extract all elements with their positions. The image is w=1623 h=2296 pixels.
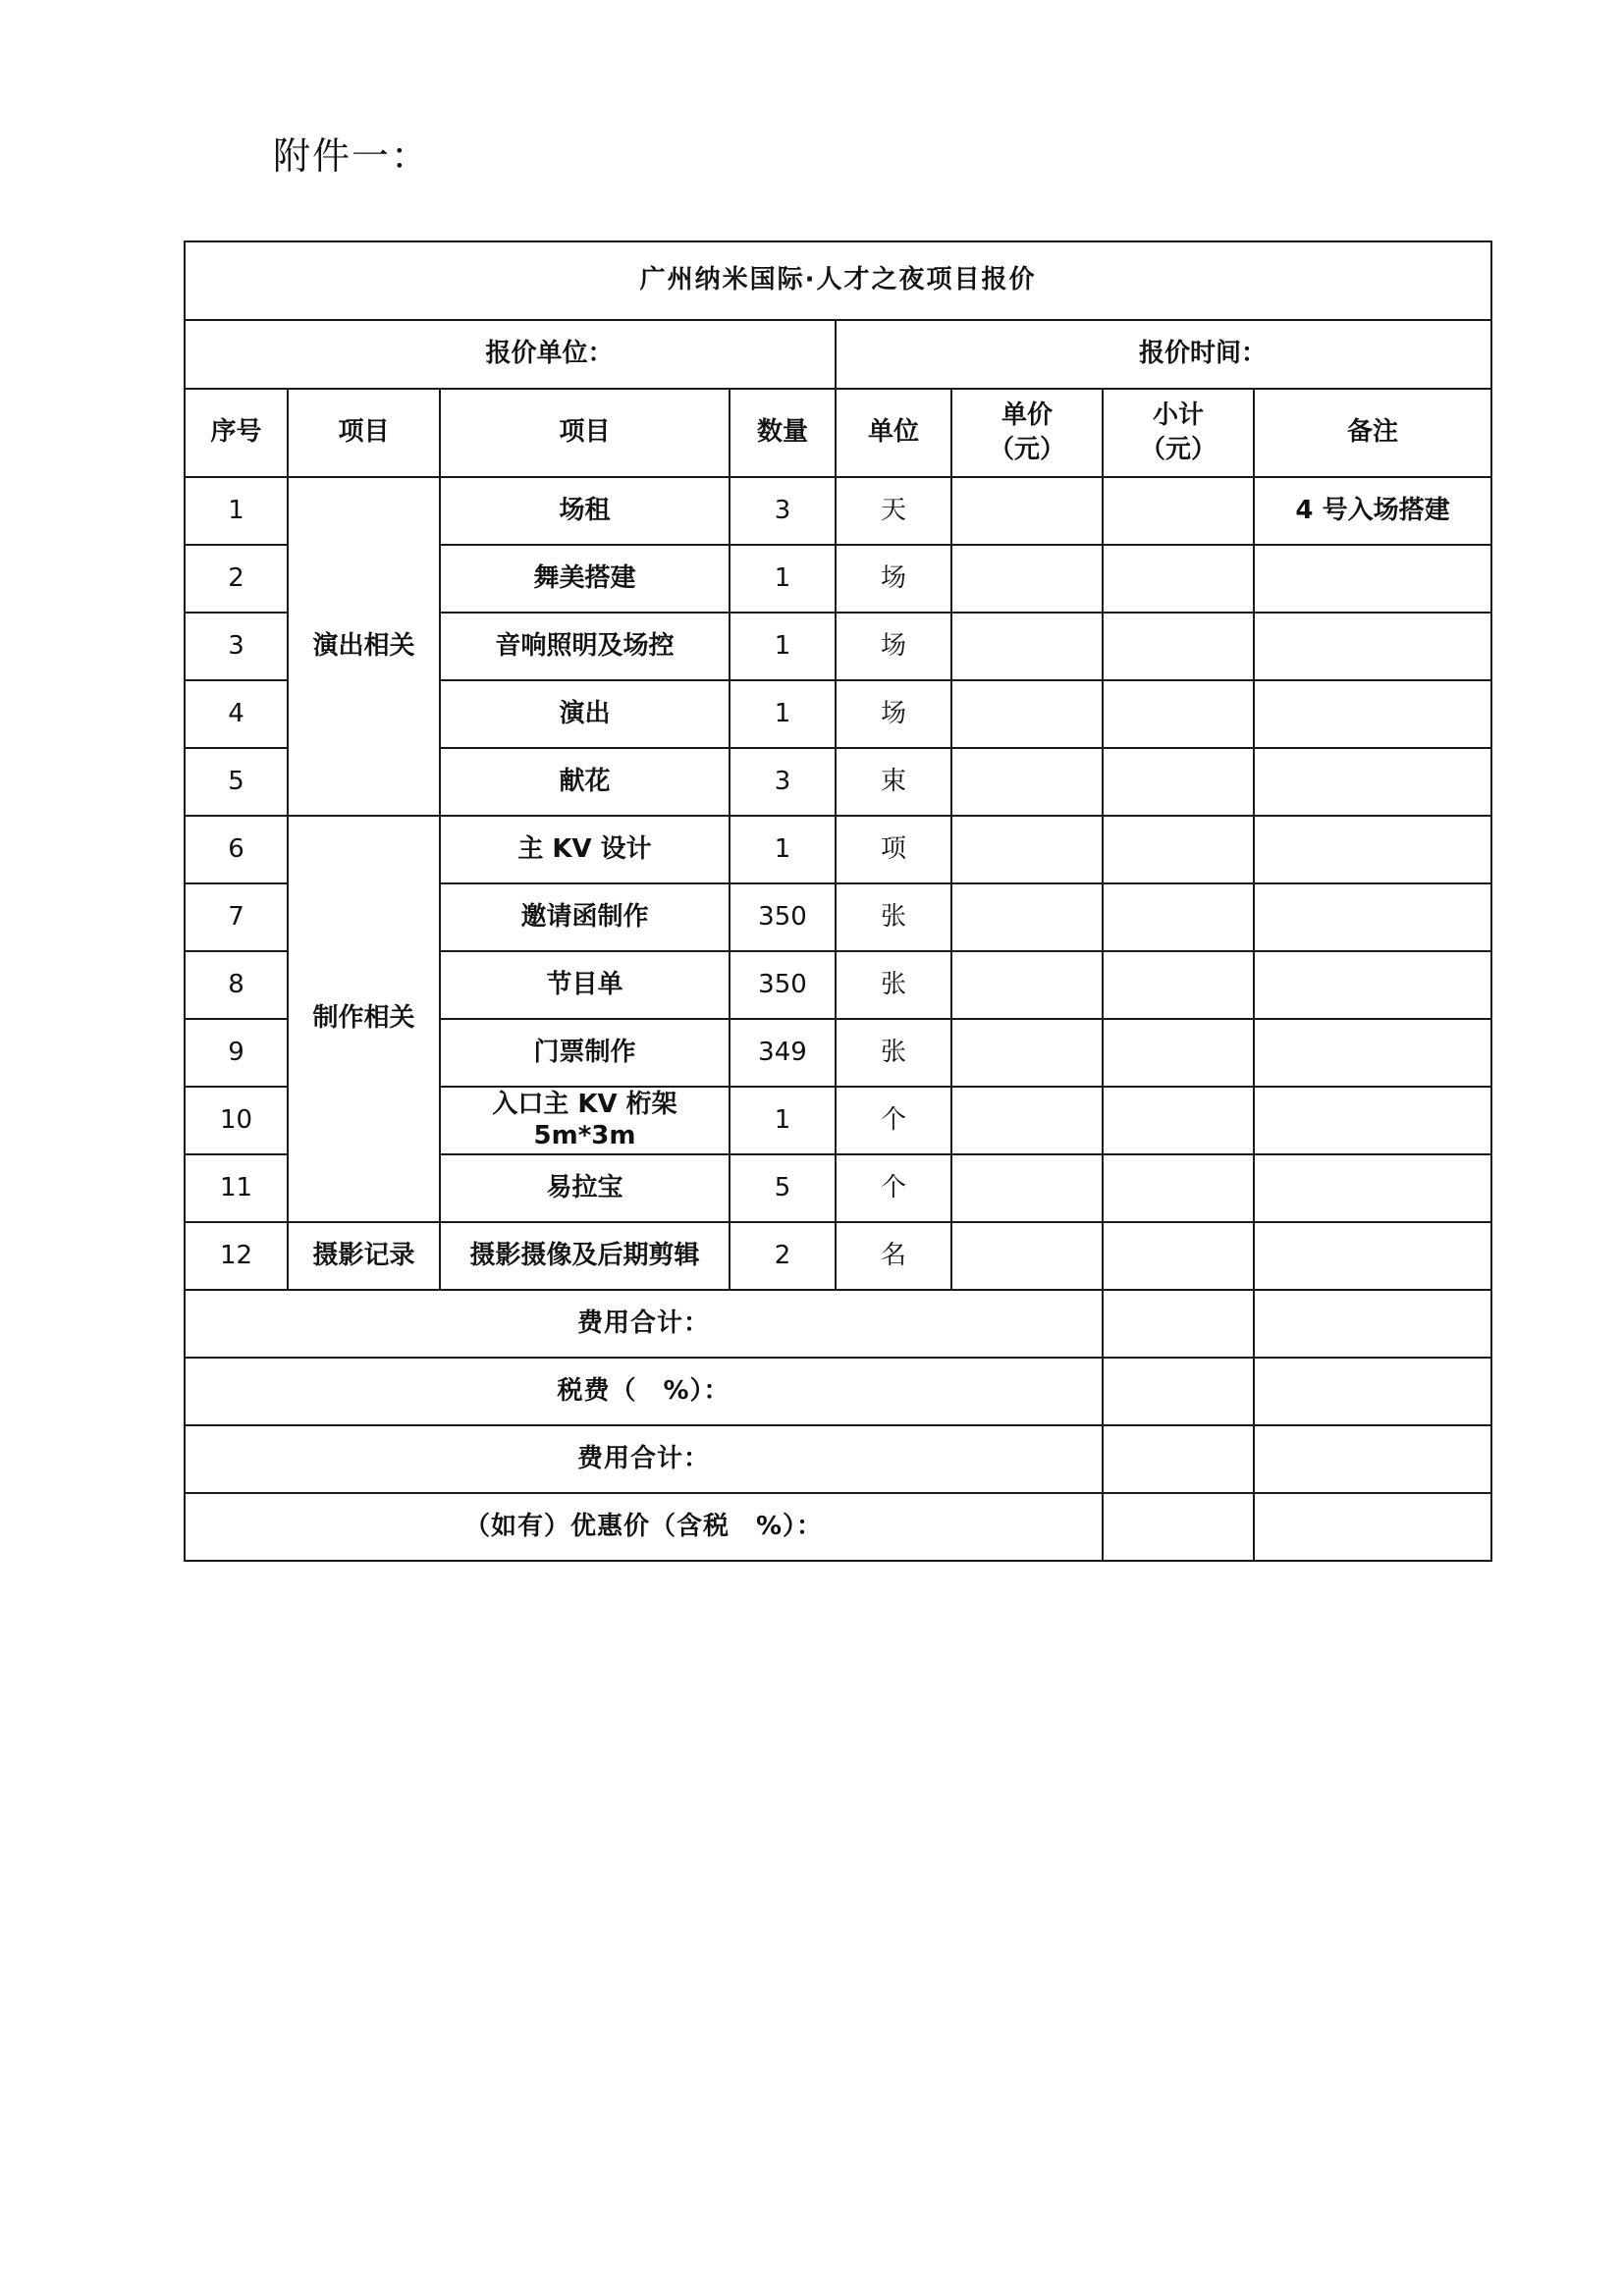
header-unit-price-line2: （元） xyxy=(988,435,1065,464)
cell-unit: 束 xyxy=(836,748,951,816)
cell-seq: 1 xyxy=(185,477,288,545)
cell-remark[interactable] xyxy=(1254,748,1491,816)
cell-remark[interactable] xyxy=(1254,1019,1491,1087)
header-quantity: 数量 xyxy=(730,389,836,477)
cell-seq: 3 xyxy=(185,613,288,680)
cell-unit: 天 xyxy=(836,477,951,545)
cell-quantity: 5 xyxy=(730,1154,836,1222)
summary-row xyxy=(185,1425,1491,1493)
cell-item: 摄影摄像及后期剪辑 xyxy=(440,1222,730,1290)
cell-subtotal[interactable] xyxy=(1103,951,1254,1019)
summary-grand-total-label: 费用合计： xyxy=(185,1425,1103,1493)
cell-unit-price[interactable] xyxy=(951,883,1103,951)
cell-quantity: 1 xyxy=(730,613,836,680)
cell-remark[interactable] xyxy=(1254,951,1491,1019)
cell-subtotal[interactable] xyxy=(1103,1154,1254,1222)
cell-unit-price[interactable] xyxy=(951,613,1103,680)
table-title: 广州纳米国际·人才之夜项目报价 xyxy=(185,241,1491,320)
cell-subtotal[interactable] xyxy=(1103,477,1254,545)
cell-subtotal[interactable] xyxy=(1103,1087,1254,1154)
summary-total-value[interactable] xyxy=(1103,1290,1254,1358)
cell-unit: 项 xyxy=(836,816,951,883)
attachment-label: 附件一： xyxy=(273,134,431,178)
header-seq: 序号 xyxy=(185,389,288,477)
cell-item: 入口主 KV 桁架 5m*3m xyxy=(440,1087,730,1154)
summary-row xyxy=(185,1493,1491,1561)
cell-item: 节目单 xyxy=(440,951,730,1019)
table-row xyxy=(185,477,1491,545)
cell-subtotal[interactable] xyxy=(1103,883,1254,951)
cell-unit-price[interactable] xyxy=(951,1019,1103,1087)
cell-quantity: 1 xyxy=(730,1087,836,1154)
cell-quantity: 350 xyxy=(730,883,836,951)
header-subtotal xyxy=(1103,389,1254,477)
group-photography: 摄影记录 xyxy=(288,1222,440,1290)
cell-unit-price[interactable] xyxy=(951,1087,1103,1154)
cell-item: 献花 xyxy=(440,748,730,816)
cell-subtotal[interactable] xyxy=(1103,816,1254,883)
cell-subtotal[interactable] xyxy=(1103,545,1254,613)
cell-quantity: 1 xyxy=(730,680,836,748)
header-remark: 备注 xyxy=(1254,389,1491,477)
table-row xyxy=(185,1222,1491,1290)
cell-remark[interactable] xyxy=(1254,883,1491,951)
cell-subtotal[interactable] xyxy=(1103,680,1254,748)
cell-quantity: 1 xyxy=(730,545,836,613)
cell-subtotal[interactable] xyxy=(1103,1019,1254,1087)
cell-quantity: 3 xyxy=(730,748,836,816)
cell-unit-price[interactable] xyxy=(951,477,1103,545)
cell-subtotal[interactable] xyxy=(1103,748,1254,816)
cell-remark[interactable] xyxy=(1254,816,1491,883)
summary-total-label: 费用合计： xyxy=(185,1290,1103,1358)
header-unit-price xyxy=(951,389,1103,477)
summary-tax-value[interactable] xyxy=(1103,1358,1254,1425)
cell-unit-price[interactable] xyxy=(951,545,1103,613)
cell-unit-price[interactable] xyxy=(951,816,1103,883)
cell-remark[interactable] xyxy=(1254,613,1491,680)
cell-item: 音响照明及场控 xyxy=(440,613,730,680)
group-production: 制作相关 xyxy=(288,816,440,1222)
cell-unit: 个 xyxy=(836,1087,951,1154)
table-row xyxy=(185,816,1491,883)
header-unit: 单位 xyxy=(836,389,951,477)
cell-item: 门票制作 xyxy=(440,1019,730,1087)
cell-unit-price[interactable] xyxy=(951,951,1103,1019)
summary-tax-label: 税费（ %）： xyxy=(185,1358,1103,1425)
cell-unit-price[interactable] xyxy=(951,748,1103,816)
cell-seq: 9 xyxy=(185,1019,288,1087)
cell-item: 易拉宝 xyxy=(440,1154,730,1222)
summary-discount-remark[interactable] xyxy=(1254,1493,1491,1561)
cell-unit-price[interactable] xyxy=(951,680,1103,748)
cell-item: 主 KV 设计 xyxy=(440,816,730,883)
cell-quantity: 3 xyxy=(730,477,836,545)
cell-unit: 个 xyxy=(836,1154,951,1222)
cell-remark[interactable]: 4 号入场搭建 xyxy=(1254,477,1491,545)
summary-row xyxy=(185,1290,1491,1358)
cell-seq: 5 xyxy=(185,748,288,816)
cell-quantity: 2 xyxy=(730,1222,836,1290)
cell-seq: 2 xyxy=(185,545,288,613)
cell-unit: 场 xyxy=(836,613,951,680)
cell-unit: 场 xyxy=(836,545,951,613)
summary-tax-remark[interactable] xyxy=(1254,1358,1491,1425)
cell-unit: 名 xyxy=(836,1222,951,1290)
cell-remark[interactable] xyxy=(1254,1087,1491,1154)
cell-item: 舞美搭建 xyxy=(440,545,730,613)
cell-unit-price[interactable] xyxy=(951,1222,1103,1290)
cell-quantity: 1 xyxy=(730,816,836,883)
header-unit-price-line1: 单价 xyxy=(1001,400,1053,430)
cell-remark[interactable] xyxy=(1254,1222,1491,1290)
summary-grand-total-value[interactable] xyxy=(1103,1425,1254,1493)
summary-total-remark[interactable] xyxy=(1254,1290,1491,1358)
cell-quantity: 349 xyxy=(730,1019,836,1087)
summary-grand-total-remark[interactable] xyxy=(1254,1425,1491,1493)
cell-subtotal[interactable] xyxy=(1103,1222,1254,1290)
cell-seq: 12 xyxy=(185,1222,288,1290)
quote-time-field[interactable]: 报价时间： xyxy=(836,320,1491,389)
cell-quantity: 350 xyxy=(730,951,836,1019)
header-subtotal-line2: （元） xyxy=(1139,435,1217,464)
quotation-table xyxy=(184,240,1492,1562)
cell-remark[interactable] xyxy=(1254,545,1491,613)
header-subtotal-line1: 小计 xyxy=(1152,400,1204,430)
cell-seq: 10 xyxy=(185,1087,288,1154)
cell-unit: 场 xyxy=(836,680,951,748)
header-item: 项目 xyxy=(440,389,730,477)
cell-seq: 6 xyxy=(185,816,288,883)
cell-seq: 7 xyxy=(185,883,288,951)
cell-item: 邀请函制作 xyxy=(440,883,730,951)
summary-discount-label: （如有）优惠价（含税 %）： xyxy=(185,1493,1103,1561)
cell-seq: 4 xyxy=(185,680,288,748)
cell-unit: 张 xyxy=(836,951,951,1019)
cell-unit: 张 xyxy=(836,1019,951,1087)
cell-remark[interactable] xyxy=(1254,1154,1491,1222)
summary-discount-value[interactable] xyxy=(1103,1493,1254,1561)
cell-subtotal[interactable] xyxy=(1103,613,1254,680)
quoter-field[interactable]: 报价单位： xyxy=(185,320,836,389)
cell-unit: 张 xyxy=(836,883,951,951)
cell-seq: 8 xyxy=(185,951,288,1019)
cell-item: 演出 xyxy=(440,680,730,748)
summary-row xyxy=(185,1358,1491,1425)
group-performance: 演出相关 xyxy=(288,477,440,816)
cell-item: 场租 xyxy=(440,477,730,545)
cell-remark[interactable] xyxy=(1254,680,1491,748)
cell-unit-price[interactable] xyxy=(951,1154,1103,1222)
header-category: 项目 xyxy=(288,389,440,477)
cell-seq: 11 xyxy=(185,1154,288,1222)
